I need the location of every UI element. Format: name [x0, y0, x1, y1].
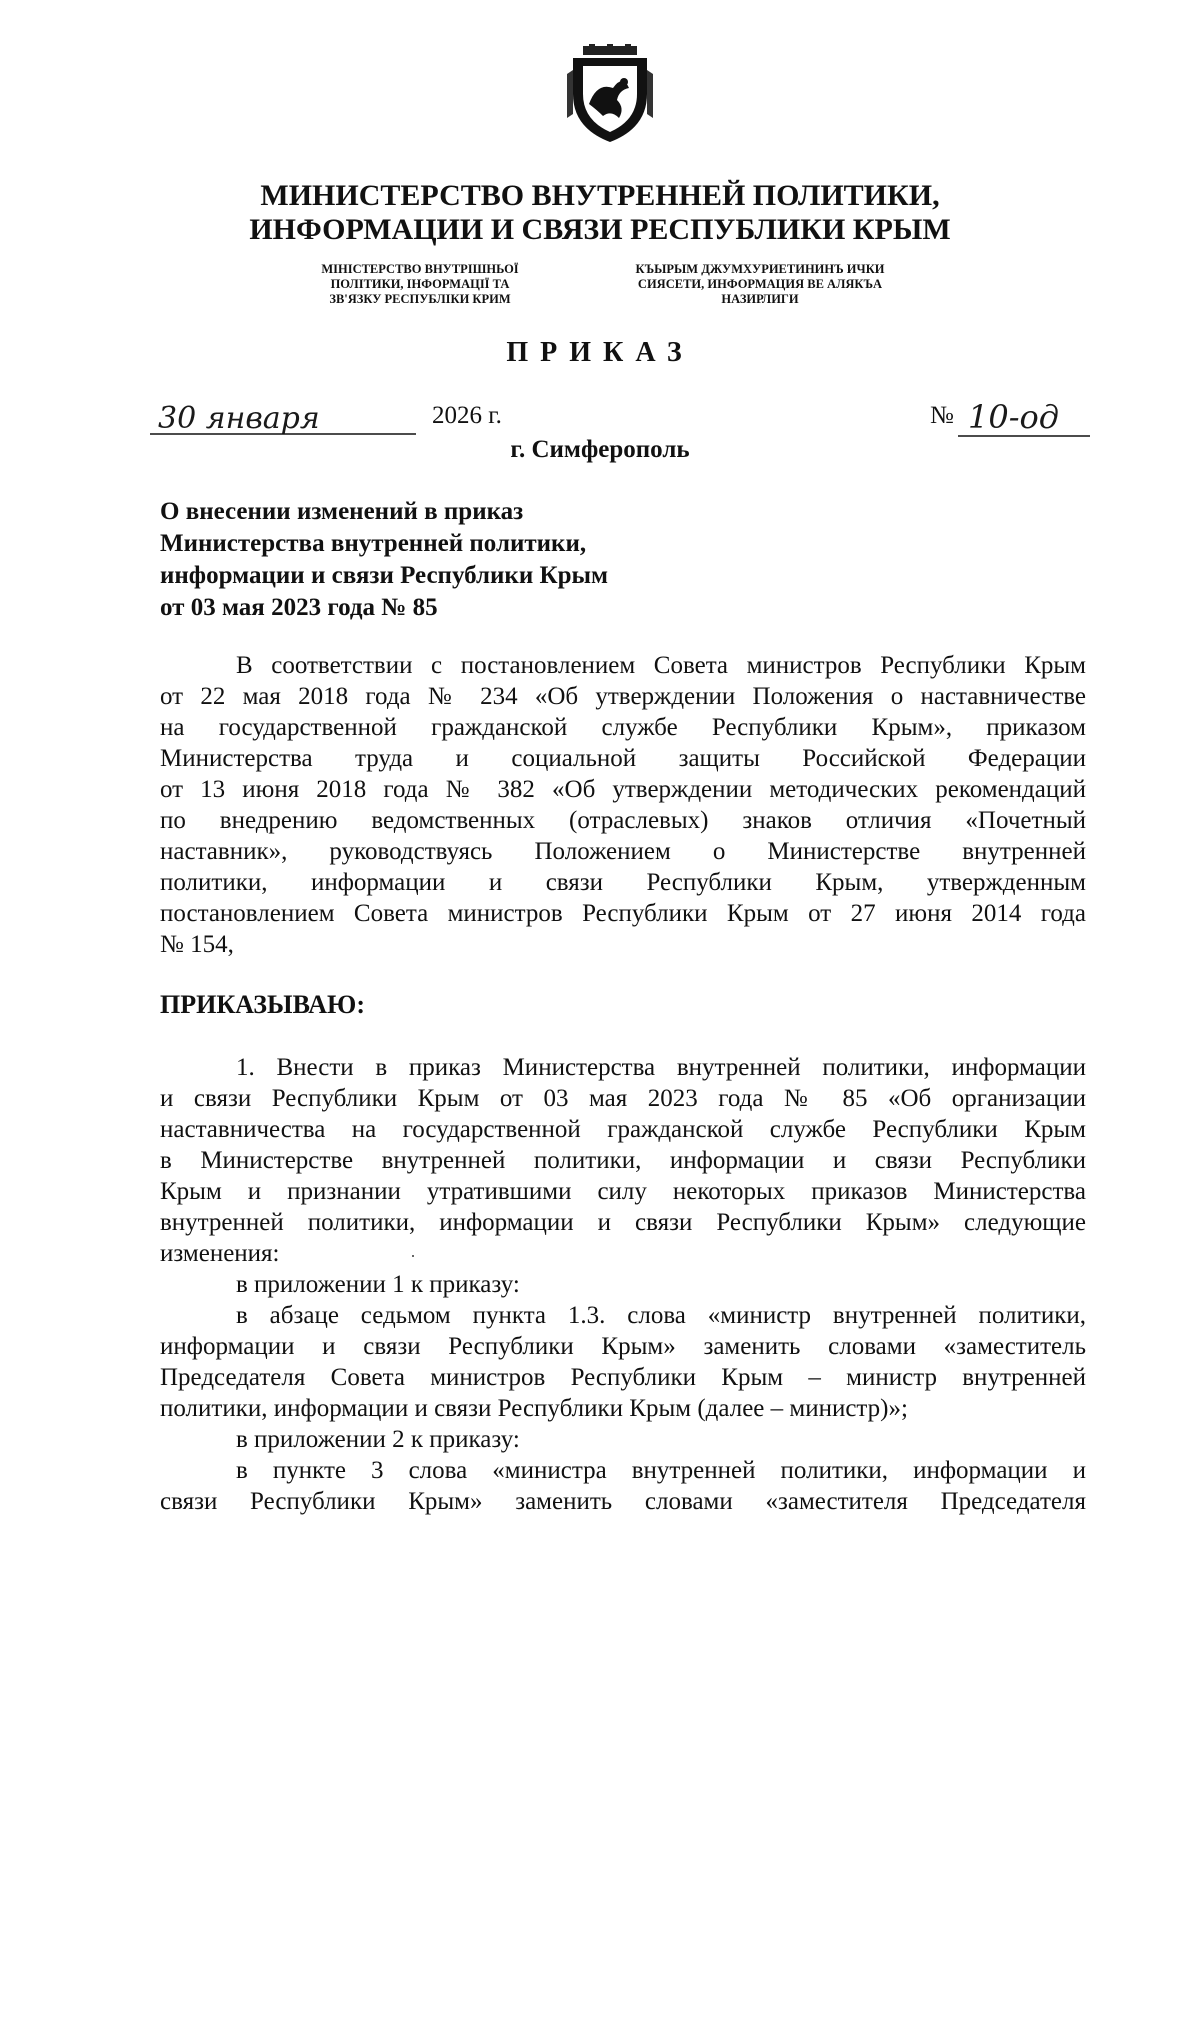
annex-1-heading: в приложении 1 к приказу: — [236, 1271, 520, 1298]
preamble-paragraph: В соответствии с постановлением Совета министров Республики Крым от 22 мая 2018 года № 234 «Об утверждении Положения о наставничестве на государственной гражданской службе Республики Крым», приказом Министерства труда и социальной защиты Российской Федерации от 13 июня 2018 года № 382 «Об утверждении методических рекомендаций по внедрению ведомственных (отраслевых) знаков отличия «Почетный наставник», руководствуясь Положением о Министерстве внутренней политики, информации и связи Республики Крым, утвержденным постановлением Совета министров Республики Крым от 27 июня 2014 года № 154, — [160, 652, 1086, 958]
order-number-label: № — [930, 402, 954, 429]
ministry-name-ukrainian: МІНІСТЕРСТВО ВНУТРІШНЬОЇ ПОЛІТИКИ, ІНФОРМАЦІЇ ТА ЗВ'ЯЗКУ РЕСПУБЛІКИ КРИМ — [321, 262, 519, 306]
ministry-name-line2: ИНФОРМАЦИИ И СВЯЗИ РЕСПУБЛИКИ КРЫМ — [249, 213, 951, 246]
document-title: ПРИКАЗ — [506, 337, 694, 368]
annex-2-heading: в приложении 2 к приказу: — [236, 1426, 520, 1453]
svg-text:30 января: 30 января — [158, 401, 320, 436]
order-subject: О внесении изменений в приказ Министерства внутренней политики, информации и связи Республики Крым от 03 мая 2023 года № 85 — [160, 498, 609, 621]
coat-of-arms-icon — [567, 44, 653, 144]
svg-text:10-од: 10-од — [968, 398, 1060, 436]
annex-2-change: в пункте 3 слова «министра внутренней политики, информации и связи Республики Крым» заменить словами «заместителя Председателя — [160, 1457, 1086, 1515]
ministry-name-line1: МИНИСТЕРСТВО ВНУТРЕННЕЙ ПОЛИТИКИ, — [260, 179, 940, 212]
item-1-paragraph: 1. Внести в приказ Министерства внутренней политики, информации и связи Республики Крым от 03 мая 2023 года № 85 «Об организации наставничества на государственной гражданской службе Республики Крым в Министерстве внутренней политики, информации и связи Республики Крым и признании утратившими силу некоторых приказов Министерства внутренней политики, информации и связи Республики Крым» следующие изменения: — [160, 1054, 1086, 1267]
order-city: г. Симферополь — [510, 436, 690, 463]
order-year: 2026 г. — [432, 402, 502, 429]
scan-speck — [412, 1255, 414, 1257]
ministry-name-crimean-tatar: КЪЫРЫМ ДЖУМХУРИЕТИНИНЪ ИЧКИ СИЯСЕТИ, ИНФОРМАЦИЯ ВЕ АЛЯКЪА НАЗИРЛИГИ — [635, 262, 885, 306]
annex-1-change: в абзаце седьмом пункта 1.3. слова «министр внутренней политики, информации и связи Республики Крым» заменить словами «заместитель Председателя Совета министров Республики Крым – министр внутренней политики, информации и связи Республики Крым (далее – министр)»; — [160, 1302, 1086, 1422]
decree-word: ПРИКАЗЫВАЮ: — [160, 990, 365, 1019]
